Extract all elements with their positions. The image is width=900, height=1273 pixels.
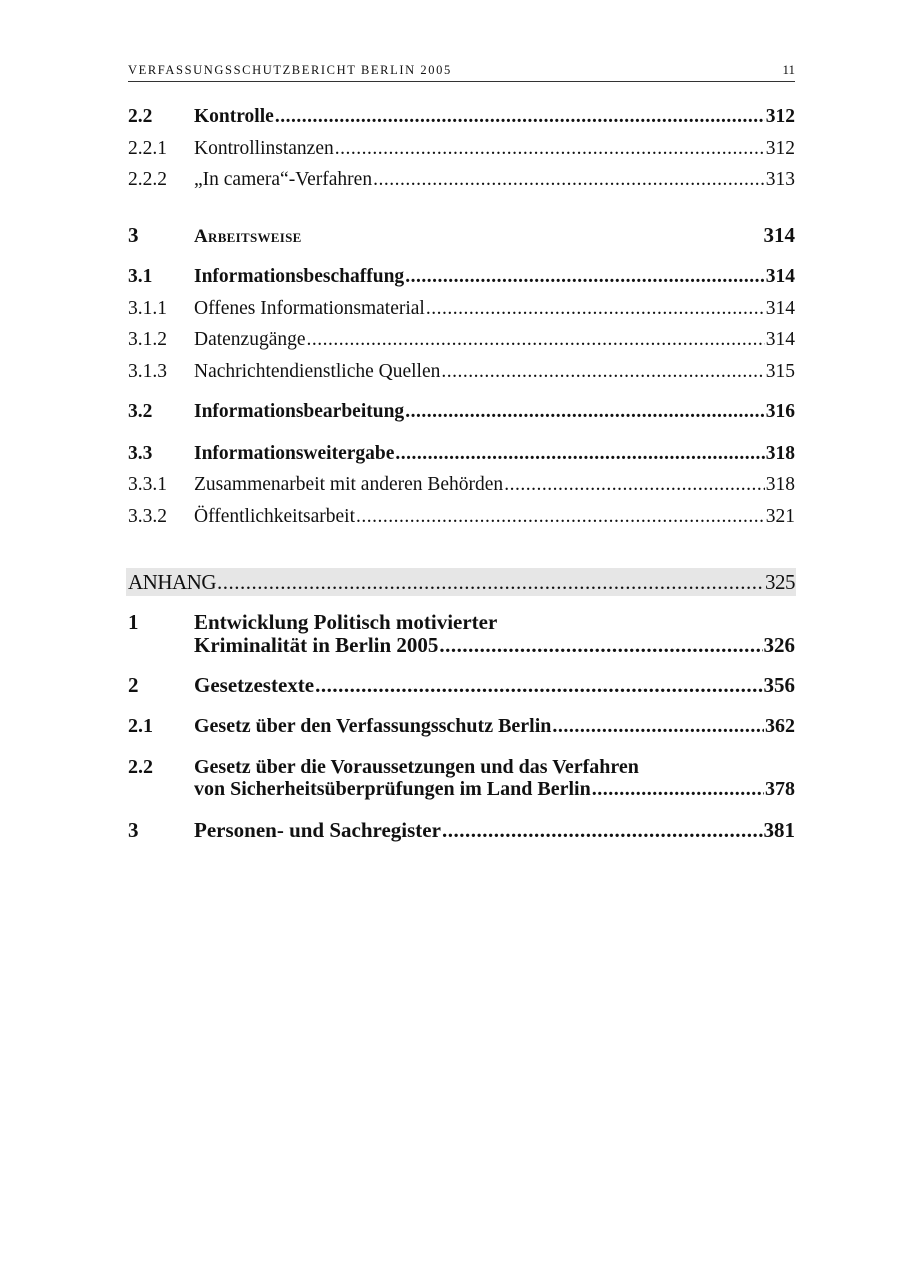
toc-entry-page: 312 <box>765 138 795 159</box>
dot-leader <box>405 401 765 423</box>
toc-entry-number: 3.2 <box>128 401 153 422</box>
toc-entry-title: Informationsbeschaffung <box>194 266 405 287</box>
toc-entry-2-2-2[interactable] <box>128 169 795 191</box>
dot-leader <box>405 266 765 288</box>
toc-entry-number: 3.1.3 <box>128 361 167 382</box>
dot-leader <box>315 673 762 698</box>
dot-leader <box>307 329 765 351</box>
toc-entry-3-1[interactable] <box>128 266 795 288</box>
toc-entry-page: 314 <box>765 266 795 287</box>
toc-entry-page: 312 <box>765 106 795 127</box>
toc-entry-page: 314 <box>765 298 795 319</box>
toc-entry-title-line2: von Sicherheitsüberprüfungen im Land Berlin <box>194 778 591 800</box>
toc-entry-continuation <box>194 633 795 658</box>
toc-entry-title: Personen- und Sachregister <box>194 818 441 842</box>
toc-entry-continuation <box>194 778 795 801</box>
toc-entry-title: Informationsweitergabe <box>194 443 395 464</box>
toc-entry-number: 2.2 <box>128 106 153 127</box>
toc-entry-page: 321 <box>765 506 795 527</box>
toc-entry-page: 318 <box>765 474 795 495</box>
toc-entry-3-1-1[interactable] <box>128 298 795 320</box>
dot-leader <box>395 443 764 465</box>
dot-leader <box>217 570 764 595</box>
dot-leader <box>356 506 765 528</box>
running-title: VERFASSUNGSSCHUTZBERICHT BERLIN 2005 <box>128 63 452 77</box>
toc-entry-number: 3.1.1 <box>128 298 167 319</box>
dot-leader <box>442 818 763 843</box>
toc-entry-title: Öffentlichkeitsarbeit <box>194 506 355 527</box>
toc-entry-number: 2.2.1 <box>128 138 167 159</box>
toc-entry-page: 314 <box>765 329 795 350</box>
toc-entry-number: 3.3.2 <box>128 506 167 527</box>
toc-entry-title: Kontrolle <box>194 106 274 127</box>
toc-entry-title: Arbeitsweise <box>194 226 302 247</box>
toc-entry-title-line2: Kriminalität in Berlin 2005 <box>194 633 439 657</box>
toc-entry-page: 325 <box>765 570 795 594</box>
toc-chapter-3[interactable] <box>128 223 795 248</box>
toc-entry-title: Gesetz über den Verfassungsschutz Berlin <box>194 715 552 737</box>
toc-entry-2-2-1[interactable] <box>128 138 795 160</box>
toc-entry-page: 326 <box>763 633 795 657</box>
dot-leader <box>592 778 764 801</box>
toc-entry-number: 3.3.1 <box>128 474 167 495</box>
toc-entry-3-2[interactable] <box>128 401 795 423</box>
dot-leader <box>439 633 762 658</box>
toc-entry-number: 3 <box>128 818 139 842</box>
toc-appendix-2[interactable] <box>128 673 795 698</box>
page-number: 11 <box>782 62 795 77</box>
toc-entry-page: 378 <box>765 778 795 800</box>
toc-entry-title: Nachrichtendienstliche Quellen <box>194 361 441 382</box>
toc-entry-page: 316 <box>765 401 795 422</box>
toc-entry-page: 356 <box>763 673 795 697</box>
toc-entry-page: 314 <box>763 223 795 247</box>
toc-entry-title: ANHANG <box>128 570 216 594</box>
dot-leader <box>504 474 765 496</box>
toc-entry-title: Offenes Informationsmaterial <box>194 298 425 319</box>
toc-entry-3-3-2[interactable] <box>128 506 795 528</box>
toc-entry-3-3-1[interactable] <box>128 474 795 496</box>
toc-entry-page: 362 <box>765 715 795 737</box>
toc-entry-2-2[interactable] <box>128 106 795 128</box>
dot-leader <box>335 138 765 160</box>
toc-appendix-3[interactable] <box>128 818 795 843</box>
toc-entry-title: „In camera“-Verfahren <box>194 169 373 190</box>
dot-leader <box>426 298 765 320</box>
dot-leader <box>275 106 765 128</box>
toc-entry-3-1-3[interactable] <box>128 361 795 383</box>
toc-appendix-heading[interactable] <box>128 570 795 595</box>
toc-entry-page: 313 <box>765 169 795 190</box>
dot-leader <box>373 169 765 191</box>
toc-entry-number: 2 <box>128 673 139 697</box>
toc-entry-number: 2.1 <box>128 715 153 737</box>
toc-entry-title: Datenzugänge <box>194 329 306 350</box>
toc-entry-page: 318 <box>765 443 795 464</box>
toc-entry-number: 2.2.2 <box>128 169 167 190</box>
toc-entry-page: 315 <box>765 361 795 382</box>
toc-entry-3-1-2[interactable] <box>128 329 795 351</box>
toc-entry-number: 3.1.2 <box>128 329 167 350</box>
toc-entry-number: 3 <box>128 223 139 247</box>
toc-appendix-2-1[interactable] <box>128 715 795 738</box>
toc-entry-number: 1 <box>128 610 139 634</box>
toc-entry-title: Kontrollinstanzen <box>194 138 334 159</box>
toc-entry-title-line1: Entwicklung Politisch motivierter <box>194 610 498 634</box>
running-header <box>128 62 795 82</box>
toc-entry-page: 381 <box>763 818 795 842</box>
toc-entry-number: 2.2 <box>128 756 153 778</box>
toc-entry-title: Informationsbearbeitung <box>194 401 405 422</box>
dot-leader <box>552 715 764 738</box>
toc-entry-3-3[interactable] <box>128 443 795 465</box>
toc-entry-title: Gesetzestexte <box>194 673 315 697</box>
dot-leader <box>441 361 764 383</box>
toc-entry-number: 3.3 <box>128 443 153 464</box>
toc-entry-title-line1: Gesetz über die Voraussetzungen und das Verfahren <box>194 756 639 778</box>
toc-entry-title: Zusammenarbeit mit anderen Behörden <box>194 474 504 495</box>
toc-entry-number: 3.1 <box>128 266 153 287</box>
